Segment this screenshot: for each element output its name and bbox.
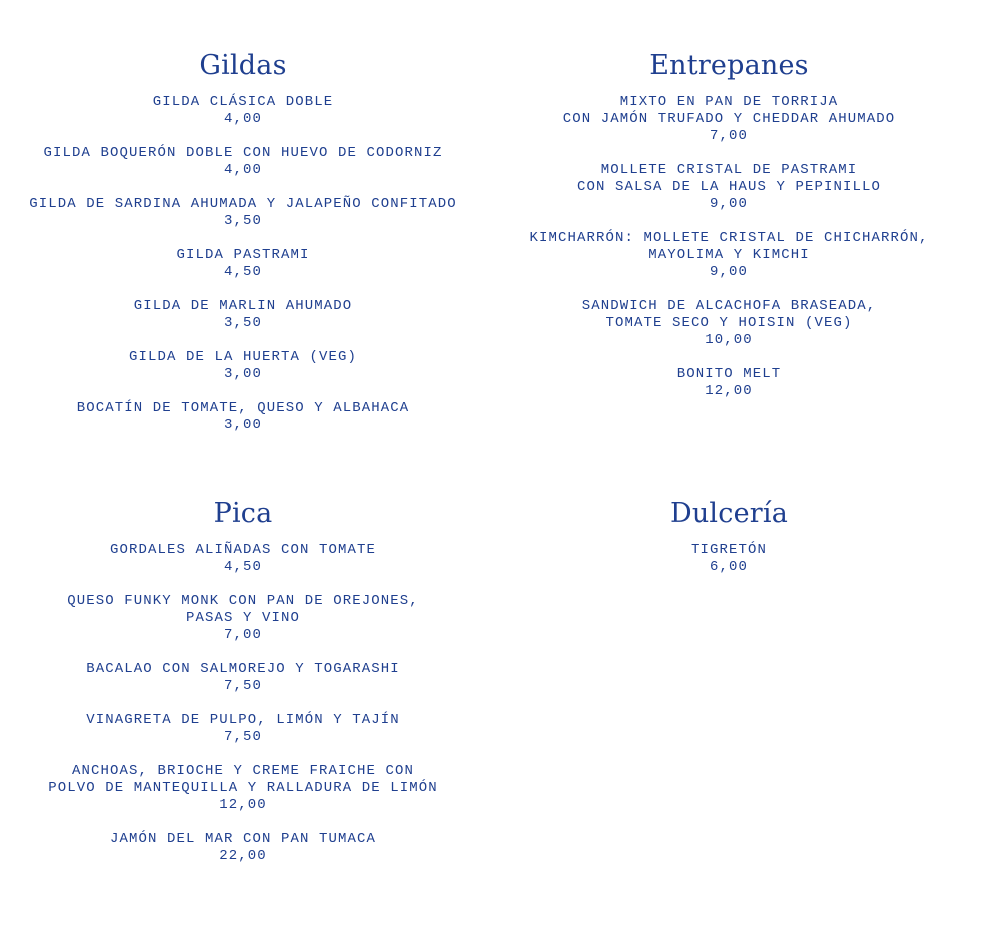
menu-item xyxy=(0,247,486,281)
menu-item-price: 22,00 xyxy=(219,848,267,864)
menu-item-name: GILDA CLÁSICA DOBLE xyxy=(152,94,334,110)
menu-item-name: POLVO DE MANTEQUILLA Y RALLADURA DE LIMÓN xyxy=(48,780,438,796)
menu-item xyxy=(486,230,972,281)
menu-item-price: 7,50 xyxy=(223,729,262,745)
menu-item-price: 12,00 xyxy=(219,797,267,813)
menu-item xyxy=(0,196,486,230)
menu-item-price: 9,00 xyxy=(709,196,748,212)
menu-item xyxy=(486,298,972,349)
menu-item-price: 4,00 xyxy=(223,162,262,178)
menu-item-price: 12,00 xyxy=(705,383,753,399)
menu-item xyxy=(0,94,486,128)
menu-item-name: TIGRETÓN xyxy=(690,542,767,558)
menu-item xyxy=(0,712,486,746)
menu-item-name: GILDA DE LA HUERTA (VEG) xyxy=(128,349,358,365)
menu-item xyxy=(0,763,486,814)
menu-item-price: 4,00 xyxy=(223,111,262,127)
menu-item-name: QUESO FUNKY MONK CON PAN DE OREJONES, xyxy=(67,593,419,609)
section-title: Pica xyxy=(213,498,273,529)
menu-item xyxy=(486,366,972,400)
menu-item-name: GILDA PASTRAMI xyxy=(176,247,310,263)
menu-item-name: PASAS Y VINO xyxy=(185,610,301,626)
menu-item-name: BONITO MELT xyxy=(676,366,782,382)
menu-item xyxy=(486,542,972,576)
section-entrepanes xyxy=(486,48,972,417)
menu-item-name: BOCATÍN DE TOMATE, QUESO Y ALBAHACA xyxy=(76,400,410,416)
menu-item-price: 7,00 xyxy=(223,627,262,643)
section-dulceria xyxy=(486,496,972,593)
menu-item-name: MOLLETE CRISTAL DE PASTRAMI xyxy=(600,162,858,178)
menu-item xyxy=(486,94,972,145)
menu-item-name: CON SALSA DE LA HAUS Y PEPINILLO xyxy=(576,179,882,195)
menu-item-name: BACALAO CON SALMOREJO Y TOGARASHI xyxy=(86,661,400,677)
menu-item-name: GILDA DE MARLIN AHUMADO xyxy=(133,298,353,314)
menu-item xyxy=(0,400,486,434)
menu-item-price: 10,00 xyxy=(705,332,753,348)
menu-item-name: GORDALES ALIÑADAS CON TOMATE xyxy=(109,542,377,558)
menu-item-name: MIXTO EN PAN DE TORRIJA xyxy=(619,94,839,110)
menu-item-name: SANDWICH DE ALCACHOFA BRASEADA, xyxy=(581,298,877,314)
menu-item-name: GILDA BOQUERÓN DOBLE CON HUEVO DE CODORNIZ xyxy=(43,145,443,161)
section-gildas xyxy=(0,48,486,451)
menu-item xyxy=(0,542,486,576)
menu-item xyxy=(0,298,486,332)
menu-item-price: 3,00 xyxy=(223,417,262,433)
section-title: Dulcería xyxy=(669,498,788,529)
menu-item-price: 4,50 xyxy=(223,264,262,280)
menu-item xyxy=(0,145,486,179)
item-list xyxy=(0,94,486,434)
item-list xyxy=(486,94,972,400)
menu-item-price: 9,00 xyxy=(709,264,748,280)
section-title: Entrepanes xyxy=(649,50,809,81)
menu-item-price: 3,50 xyxy=(223,213,262,229)
item-list xyxy=(0,542,486,865)
menu-item-name: JAMÓN DEL MAR CON PAN TUMACA xyxy=(109,831,377,847)
menu-item-name: MAYOLIMA Y KIMCHI xyxy=(648,247,810,263)
menu-item-name: ANCHOAS, BRIOCHE Y CREME FRAICHE CON xyxy=(71,763,415,779)
menu-item xyxy=(486,162,972,213)
section-title: Gildas xyxy=(199,50,287,81)
menu-item xyxy=(0,661,486,695)
menu-item-name: TOMATE SECO Y HOISIN (VEG) xyxy=(605,315,853,331)
menu-item-price: 7,00 xyxy=(709,128,748,144)
menu-item-name: CON JAMÓN TRUFADO Y CHEDDAR AHUMADO xyxy=(562,111,896,127)
menu-item-price: 3,00 xyxy=(223,366,262,382)
menu-item-price: 6,00 xyxy=(709,559,748,575)
menu-item xyxy=(0,831,486,865)
menu-item-price: 7,50 xyxy=(223,678,262,694)
menu-item-name: KIMCHARRÓN: MOLLETE CRISTAL DE CHICHARRÓN, xyxy=(529,230,929,246)
menu-item-price: 3,50 xyxy=(223,315,262,331)
menu-item xyxy=(0,349,486,383)
item-list xyxy=(486,542,972,576)
menu-item-price: 4,50 xyxy=(223,559,262,575)
menu-item-name: GILDA DE SARDINA AHUMADA Y JALAPEÑO CONFITADO xyxy=(29,196,457,212)
menu-item-name: VINAGRETA DE PULPO, LIMÓN Y TAJÍN xyxy=(86,712,400,728)
section-pica xyxy=(0,496,486,882)
menu-item xyxy=(0,593,486,644)
